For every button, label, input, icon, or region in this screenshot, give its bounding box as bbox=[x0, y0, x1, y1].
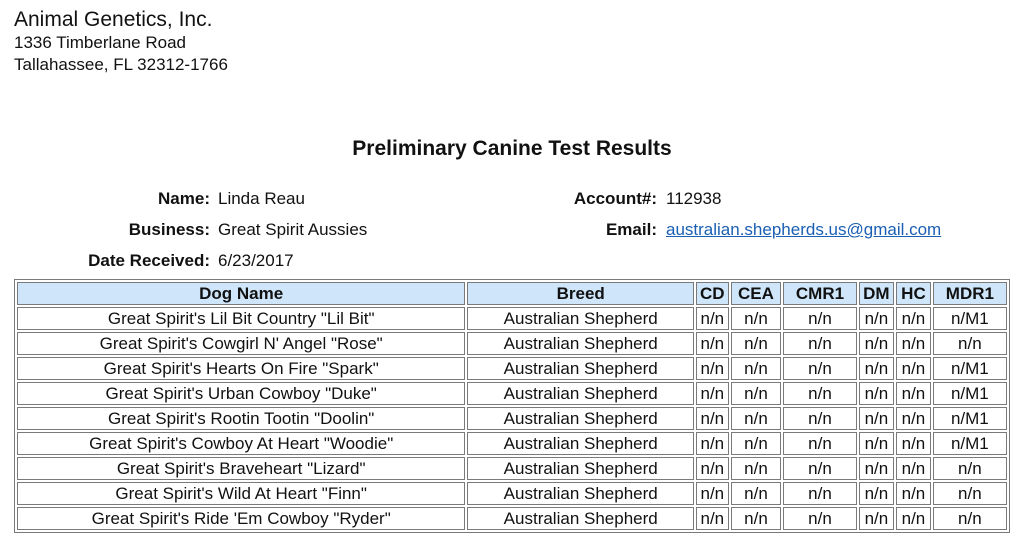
page-title: Preliminary Canine Test Results bbox=[352, 137, 672, 160]
table-cell: n/n bbox=[783, 507, 856, 530]
table-cell: n/n bbox=[783, 482, 856, 505]
column-header: Dog Name bbox=[17, 282, 465, 305]
table-cell: n/M1 bbox=[933, 407, 1007, 430]
table-cell: n/n bbox=[896, 357, 931, 380]
account-value: 112938 bbox=[666, 189, 722, 208]
table-cell: Great Spirit's Rootin Tootin "Doolin" bbox=[17, 407, 465, 430]
table-cell: Great Spirit's Lil Bit Country "Lil Bit" bbox=[17, 307, 465, 330]
column-header: CD bbox=[696, 282, 729, 305]
table-row bbox=[17, 382, 1007, 405]
table-cell: n/M1 bbox=[933, 432, 1007, 455]
table-cell: n/n bbox=[933, 482, 1007, 505]
table-cell: Australian Shepherd bbox=[467, 382, 694, 405]
table-row bbox=[17, 332, 1007, 355]
table-cell: n/n bbox=[783, 357, 856, 380]
table-cell: Australian Shepherd bbox=[467, 407, 694, 430]
date-received-value: 6/23/2017 bbox=[218, 251, 294, 270]
column-header: MDR1 bbox=[933, 282, 1007, 305]
table-cell: n/n bbox=[933, 457, 1007, 480]
table-cell: n/n bbox=[783, 407, 856, 430]
table-cell: Australian Shepherd bbox=[467, 332, 694, 355]
table-cell: n/n bbox=[896, 432, 931, 455]
table-cell: n/n bbox=[696, 432, 729, 455]
table-cell: n/n bbox=[783, 307, 856, 330]
table-cell: Australian Shepherd bbox=[467, 482, 694, 505]
table-row bbox=[17, 357, 1007, 380]
table-cell: Great Spirit's Cowboy At Heart "Woodie" bbox=[17, 432, 465, 455]
table-cell: n/n bbox=[731, 482, 782, 505]
table-cell: n/n bbox=[896, 457, 931, 480]
table-cell: Great Spirit's Wild At Heart "Finn" bbox=[17, 482, 465, 505]
table-cell: n/n bbox=[731, 332, 782, 355]
table-cell: n/n bbox=[859, 407, 895, 430]
table-cell: n/n bbox=[859, 332, 895, 355]
company-name: Animal Genetics, Inc. bbox=[14, 8, 213, 31]
results-table bbox=[14, 279, 1010, 533]
table-cell: Australian Shepherd bbox=[467, 357, 694, 380]
table-cell: n/n bbox=[696, 407, 729, 430]
column-header: DM bbox=[859, 282, 895, 305]
table-cell: n/n bbox=[859, 482, 895, 505]
table-cell: n/n bbox=[696, 457, 729, 480]
email-link[interactable]: australian.shepherds.us@gmail.com bbox=[666, 220, 942, 239]
table-row bbox=[17, 407, 1007, 430]
company-header bbox=[14, 8, 228, 76]
table-cell: Great Spirit's Braveheart "Lizard" bbox=[17, 457, 465, 480]
table-cell: n/n bbox=[896, 407, 931, 430]
table-cell: Australian Shepherd bbox=[467, 507, 694, 530]
table-cell: n/n bbox=[696, 507, 729, 530]
email-value bbox=[666, 220, 941, 240]
column-header: CMR1 bbox=[783, 282, 856, 305]
table-cell: n/n bbox=[696, 382, 729, 405]
table-cell: n/n bbox=[859, 432, 895, 455]
table-cell: n/n bbox=[859, 357, 895, 380]
table-cell: n/n bbox=[859, 457, 895, 480]
table-cell: Great Spirit's Hearts On Fire "Spark" bbox=[17, 357, 465, 380]
company-address-line1: 1336 Timberlane Road bbox=[14, 33, 187, 52]
table-cell: n/n bbox=[933, 507, 1007, 530]
account-label: Account#: bbox=[573, 189, 657, 208]
table-cell: n/M1 bbox=[933, 307, 1007, 330]
table-cell: n/n bbox=[731, 307, 782, 330]
table-cell: n/n bbox=[696, 357, 729, 380]
business-value: Great Spirit Aussies bbox=[218, 220, 368, 239]
table-cell: n/n bbox=[731, 457, 782, 480]
table-cell: n/M1 bbox=[933, 382, 1007, 405]
date-received-label: Date Received: bbox=[88, 251, 210, 270]
table-cell: n/n bbox=[696, 482, 729, 505]
table-cell: n/n bbox=[933, 332, 1007, 355]
business-label: Business: bbox=[128, 220, 210, 239]
table-cell: n/n bbox=[731, 432, 782, 455]
table-row bbox=[17, 457, 1007, 480]
table-cell: Australian Shepherd bbox=[467, 432, 694, 455]
table-cell: n/n bbox=[783, 432, 856, 455]
table-cell: n/n bbox=[896, 307, 931, 330]
table-row bbox=[17, 482, 1007, 505]
table-cell: Great Spirit's Ride 'Em Cowboy "Ryder" bbox=[17, 507, 465, 530]
table-row bbox=[17, 432, 1007, 455]
table-cell: n/n bbox=[783, 382, 856, 405]
table-header-row bbox=[17, 282, 1007, 305]
column-header: HC bbox=[896, 282, 931, 305]
table-row bbox=[17, 507, 1007, 530]
table-row bbox=[17, 307, 1007, 330]
email-label: Email: bbox=[605, 220, 657, 239]
table-cell: n/n bbox=[731, 507, 782, 530]
table-cell: n/n bbox=[696, 332, 729, 355]
table-cell: n/n bbox=[696, 307, 729, 330]
table-cell: Great Spirit's Cowgirl N' Angel "Rose" bbox=[17, 332, 465, 355]
name-label: Name: bbox=[158, 189, 210, 208]
table-cell: n/n bbox=[859, 382, 895, 405]
table-cell: Great Spirit's Urban Cowboy "Duke" bbox=[17, 382, 465, 405]
table-cell: n/n bbox=[783, 332, 856, 355]
name-value: Linda Reau bbox=[218, 189, 305, 208]
table-cell: n/n bbox=[859, 507, 895, 530]
table-cell: n/M1 bbox=[933, 357, 1007, 380]
table-cell: n/n bbox=[896, 332, 931, 355]
column-header: CEA bbox=[731, 282, 782, 305]
table-cell: n/n bbox=[783, 457, 856, 480]
table-cell: Australian Shepherd bbox=[467, 457, 694, 480]
table-cell: n/n bbox=[896, 482, 931, 505]
table-cell: n/n bbox=[731, 357, 782, 380]
table-cell: n/n bbox=[859, 307, 895, 330]
table-cell: n/n bbox=[731, 407, 782, 430]
table-cell: Australian Shepherd bbox=[467, 307, 694, 330]
table-cell: n/n bbox=[896, 507, 931, 530]
column-header: Breed bbox=[467, 282, 694, 305]
company-address-line2: Tallahassee, FL 32312-1766 bbox=[14, 55, 228, 74]
table-cell: n/n bbox=[896, 382, 931, 405]
table-cell: n/n bbox=[731, 382, 782, 405]
